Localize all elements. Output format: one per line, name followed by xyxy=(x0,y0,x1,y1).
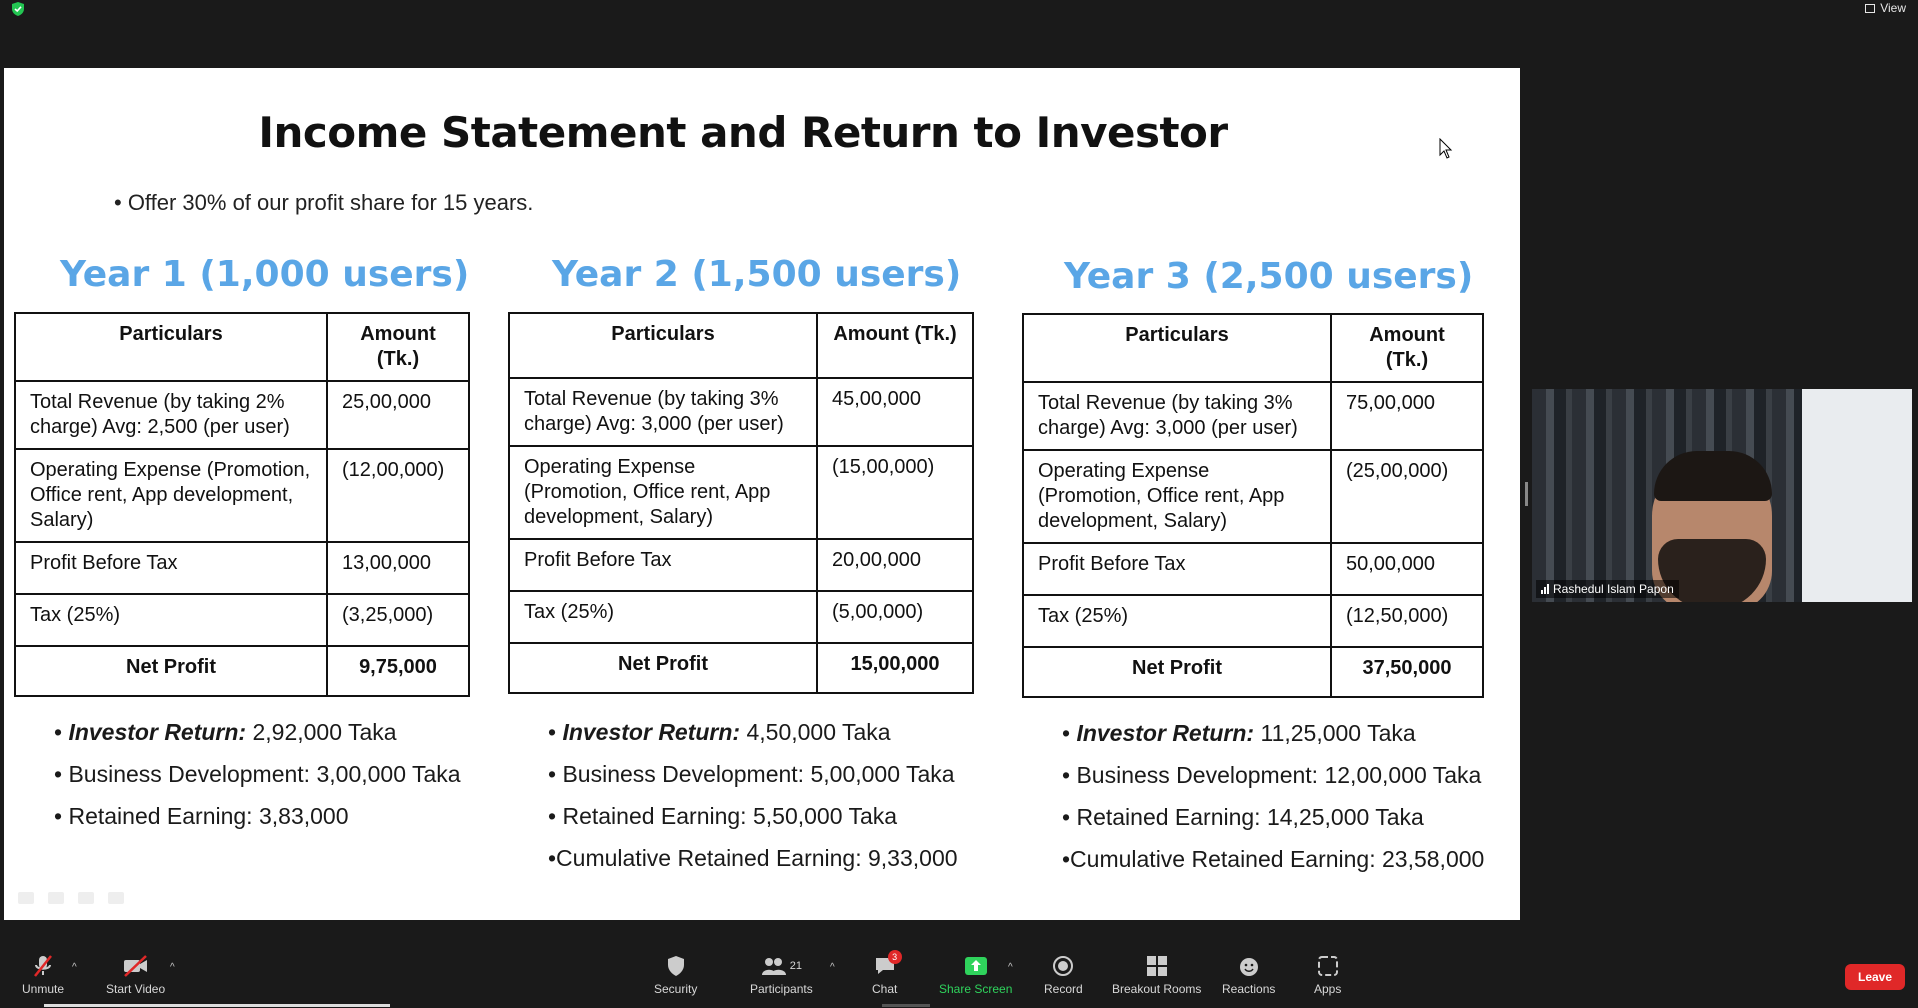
table-header-row xyxy=(1023,314,1483,382)
retained-text: Retained Earning: 14,25,000 Taka xyxy=(1076,804,1424,830)
business-dev-bullet: • Business Development: 3,00,000 Taka xyxy=(54,761,461,787)
chat-unread-badge: 3 xyxy=(888,950,902,964)
participant-name: Rashedul Islam Papon xyxy=(1553,582,1674,596)
table-row xyxy=(509,378,973,446)
table-row xyxy=(15,542,469,594)
year-2-bullets xyxy=(548,711,958,879)
opex-value: (25,00,000) xyxy=(1331,450,1483,543)
year-3-table xyxy=(1022,313,1484,698)
shared-screen-slide xyxy=(4,68,1520,920)
tax-value: (12,50,000) xyxy=(1331,595,1483,647)
offer-text: • Offer 30% of our profit share for 15 years. xyxy=(114,190,534,215)
record-label: Record xyxy=(1044,982,1083,996)
breakout-rooms-button[interactable] xyxy=(1112,954,1201,996)
investor-return-value: 2,92,000 Taka xyxy=(252,719,397,745)
participants-options-chevron-icon[interactable]: ^ xyxy=(830,962,835,973)
participant-name-tag xyxy=(1536,580,1679,598)
participants-button[interactable] xyxy=(750,954,813,996)
mouse-cursor-icon xyxy=(1439,138,1453,160)
participants-count: 21 xyxy=(789,960,802,972)
view-button[interactable] xyxy=(1865,0,1906,16)
tax-value: (3,25,000) xyxy=(327,594,469,646)
view-label: View xyxy=(1880,1,1906,15)
revenue-label: Total Revenue (by taking 2% charge) Avg: 2,500 (per user) xyxy=(15,381,327,449)
business-dev-bullet: • Business Development: 12,00,000 Taka xyxy=(1062,762,1482,788)
investor-return-bullet: • Investor Return: 11,25,000 Taka xyxy=(1062,720,1416,746)
chat-icon-wrap xyxy=(874,954,896,978)
revenue-value: 75,00,000 xyxy=(1331,382,1483,450)
signal-strength-icon xyxy=(1541,584,1549,594)
table-row xyxy=(1023,382,1483,450)
opex-value: (12,00,000) xyxy=(327,449,469,542)
table-row xyxy=(1023,647,1483,697)
pbt-value: 50,00,000 xyxy=(1331,543,1483,595)
participants-label: Participants xyxy=(750,982,813,996)
unmute-label: Unmute xyxy=(22,982,65,996)
table-row xyxy=(15,449,469,542)
year-2-table xyxy=(508,312,974,694)
year-3-heading: Year 3 (2,500 users) xyxy=(1064,256,1474,297)
revenue-value: 25,00,000 xyxy=(327,381,469,449)
business-dev-text: Business Development: 3,00,000 Taka xyxy=(68,761,461,787)
table-row xyxy=(1023,450,1483,543)
col-particulars: Particulars xyxy=(509,313,817,378)
opex-label: Operating Expense (Promotion, Office rent, App development, Salary) xyxy=(1023,450,1331,543)
table-row xyxy=(509,643,973,693)
panel-resize-handle[interactable] xyxy=(1525,482,1528,506)
slide-annotation-tools xyxy=(18,892,124,904)
microphone-muted-icon xyxy=(32,954,54,978)
tax-label: Tax (25%) xyxy=(509,591,817,643)
revenue-label: Total Revenue (by taking 3% charge) Avg: 3,000 (per user) xyxy=(1023,382,1331,450)
year-1-table xyxy=(14,312,470,697)
revenue-value: 45,00,000 xyxy=(817,378,973,446)
tax-label: Tax (25%) xyxy=(15,594,327,646)
opex-label: Operating Expense (Promotion, Office rent, App development, Salary) xyxy=(509,446,817,539)
encryption-shield-icon[interactable] xyxy=(10,1,26,17)
breakout-rooms-label: Breakout Rooms xyxy=(1112,982,1202,996)
retained-text: Retained Earning: 3,83,000 xyxy=(68,803,349,829)
participant-video-tile[interactable] xyxy=(1532,389,1912,602)
table-row xyxy=(15,381,469,449)
net-profit-label: Net Profit xyxy=(15,646,327,696)
share-screen-icon xyxy=(964,954,988,978)
video-options-chevron-icon[interactable]: ^ xyxy=(170,962,175,973)
col-amount: Amount (Tk.) xyxy=(1331,314,1483,382)
security-label: Security xyxy=(654,982,698,996)
retained-bullet: • Retained Earning: 14,25,000 Taka xyxy=(1062,804,1424,830)
opex-label: Operating Expense (Promotion, Office rent, App development, Salary) xyxy=(15,449,327,542)
camera-off-icon xyxy=(122,954,150,978)
opex-value: (15,00,000) xyxy=(817,446,973,539)
apps-label: Apps xyxy=(1314,982,1342,996)
net-profit-label: Net Profit xyxy=(509,643,817,693)
year-3-bullets xyxy=(1062,712,1484,880)
toolbar-drag-handle[interactable] xyxy=(882,1004,930,1007)
participants-icon xyxy=(761,956,787,976)
start-video-button[interactable] xyxy=(106,954,165,996)
table-row xyxy=(1023,595,1483,647)
table-row xyxy=(15,646,469,696)
table-row xyxy=(1023,543,1483,595)
chat-label: Chat xyxy=(872,982,898,996)
investor-return-bullet: • Investor Return: 2,92,000 Taka xyxy=(54,719,397,745)
tax-value: (5,00,000) xyxy=(817,591,973,643)
previous-slide-icon[interactable] xyxy=(18,892,34,904)
revenue-label: Total Revenue (by taking 3% charge) Avg: 3,000 (per user) xyxy=(509,378,817,446)
year-1-bullets xyxy=(54,711,461,837)
start-video-label: Start Video xyxy=(106,982,166,996)
business-dev-text: Business Development: 12,00,000 Taka xyxy=(1076,762,1482,788)
investor-return-bullet: • Investor Return: 4,50,000 Taka xyxy=(548,719,891,745)
share-options-chevron-icon[interactable]: ^ xyxy=(1008,962,1013,973)
pbt-value: 20,00,000 xyxy=(817,539,973,591)
slide-title: Income Statement and Return to Investor xyxy=(258,108,1228,157)
retained-bullet: • Retained Earning: 5,50,000 Taka xyxy=(548,803,898,829)
pbt-label: Profit Before Tax xyxy=(509,539,817,591)
pbt-value: 13,00,000 xyxy=(327,542,469,594)
video-background-window xyxy=(1802,389,1912,602)
table-row xyxy=(509,539,973,591)
investor-return-label: Investor Return: xyxy=(562,719,741,745)
table-row xyxy=(509,591,973,643)
retained-text: Retained Earning: 5,50,000 Taka xyxy=(562,803,898,829)
apps-button[interactable] xyxy=(1314,954,1341,996)
security-shield-icon xyxy=(666,954,686,978)
net-profit-value: 15,00,000 xyxy=(817,643,973,693)
leave-button[interactable]: Leave xyxy=(1845,964,1905,990)
share-screen-button[interactable] xyxy=(939,954,1012,996)
pbt-label: Profit Before Tax xyxy=(1023,543,1331,595)
col-particulars: Particulars xyxy=(15,313,327,381)
cumulative-bullet: •Cumulative Retained Earning: 9,33,000 xyxy=(548,845,958,871)
tax-label: Tax (25%) xyxy=(1023,595,1331,647)
apps-icon xyxy=(1317,954,1339,978)
net-profit-value: 9,75,000 xyxy=(327,646,469,696)
business-dev-text: Business Development: 5,00,000 Taka xyxy=(562,761,955,787)
record-icon xyxy=(1052,954,1074,978)
col-particulars: Particulars xyxy=(1023,314,1331,382)
net-profit-value: 37,50,000 xyxy=(1331,647,1483,697)
chat-button[interactable] xyxy=(872,954,897,996)
meeting-toolbar xyxy=(0,940,1918,1008)
pen-icon[interactable] xyxy=(48,892,64,904)
unmute-button[interactable] xyxy=(22,954,64,996)
reactions-label: Reactions xyxy=(1222,982,1276,996)
share-screen-label: Share Screen xyxy=(939,982,1013,996)
col-amount: Amount (Tk.) xyxy=(327,313,469,381)
year-2-heading: Year 2 (1,500 users) xyxy=(552,254,962,295)
investor-return-label: Investor Return: xyxy=(1076,720,1255,746)
security-button[interactable] xyxy=(654,954,697,996)
net-profit-label: Net Profit xyxy=(1023,647,1331,697)
table-row xyxy=(15,594,469,646)
business-dev-bullet: • Business Development: 5,00,000 Taka xyxy=(548,761,955,787)
toolbar-progress-bar xyxy=(44,1004,390,1007)
slides-grid-icon[interactable] xyxy=(78,892,94,904)
year-1-heading: Year 1 (1,000 users) xyxy=(60,254,470,295)
reactions-button[interactable] xyxy=(1222,954,1275,996)
table-header-row xyxy=(15,313,469,381)
record-button[interactable] xyxy=(1044,954,1083,996)
participant-hair xyxy=(1654,451,1772,501)
meeting-top-bar xyxy=(0,0,1918,68)
table-row xyxy=(509,446,973,539)
retained-bullet: • Retained Earning: 3,83,000 xyxy=(54,803,349,829)
participants-icon-group xyxy=(761,954,802,978)
reactions-smiley-icon xyxy=(1238,954,1260,978)
next-slide-icon[interactable] xyxy=(108,892,124,904)
pbt-label: Profit Before Tax xyxy=(15,542,327,594)
breakout-rooms-icon xyxy=(1146,954,1168,978)
audio-options-chevron-icon[interactable]: ^ xyxy=(72,962,77,973)
col-amount: Amount (Tk.) xyxy=(817,313,973,378)
investor-return-label: Investor Return: xyxy=(68,719,247,745)
table-header-row xyxy=(509,313,973,378)
cumulative-bullet: •Cumulative Retained Earning: 23,58,000 xyxy=(1062,846,1485,872)
investor-return-value: 11,25,000 Taka xyxy=(1260,720,1416,746)
view-grid-icon xyxy=(1865,4,1875,13)
investor-return-value: 4,50,000 Taka xyxy=(746,719,891,745)
